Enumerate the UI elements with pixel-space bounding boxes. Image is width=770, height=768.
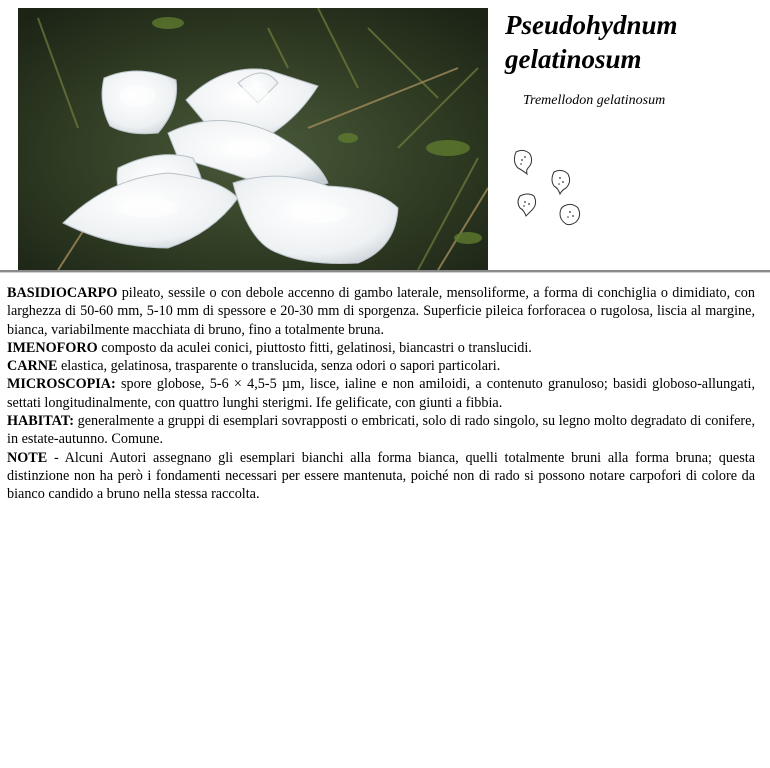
description — [7, 284, 755, 504]
section-text: pileato, sessile o con debole accenno di gambo laterale, mensoliforme, a forma di conchiglia o dimidiato, con larghezza di 50-60 mm, 5-10 mm di spessore e 20-30 mm di sporgenza. Superficie pileica forforacea o rugolosa, liscia al margine, bianca, variabilmente macchiata di bruno, fino a totalmente bruna. — [7, 285, 755, 338]
section-carne — [7, 357, 755, 375]
species-title: Pseudohydnum gelatinosum — [505, 10, 678, 74]
section-heading: BASIDIOCARPO — [7, 285, 118, 301]
section-imenoforo — [7, 339, 755, 357]
spore-3 — [518, 194, 536, 216]
section-heading: NOTE — [7, 449, 48, 466]
section-habitat — [7, 412, 755, 449]
section-text: - Alcuni Autori assegnano gli esemplari bianchi alla forma bianca, quelli totalmente bruni alla forma bruna; questa distinzione non ha però i fondamenti necessari per essere mantenuta, poiché non di rado si possono notare carpofori di colore da bianco candido a bruno nella stessa raccolta. — [7, 449, 755, 503]
section-text: elastica, gelatinosa, trasparente o translucida, senza odori o sapori particolari. — [57, 358, 501, 375]
section-text: composto da aculei conici, piuttosto fitti, gelatinosi, biancastri o translucidi. — [97, 339, 532, 356]
section-microscopia — [7, 375, 755, 412]
spore-drawing-illustration — [510, 146, 590, 232]
mushroom-photo-illustration — [18, 8, 488, 270]
section-heading: IMENOFORO — [7, 339, 98, 356]
section-divider — [0, 270, 770, 273]
section-text: spore globose, 5-6 × 4,5-5 µm, lisce, ialine e non amiloidi, a contenuto granuloso; basidi globoso-allungati, settati longitudinalmente, con quattro lunghi sterigmi. Ife gelificate, con giunti a fibbia. — [7, 376, 755, 411]
spore-2 — [552, 170, 570, 194]
section-heading: CARNE — [7, 358, 58, 375]
mushroom-photo — [18, 8, 488, 270]
spore-1 — [514, 150, 531, 174]
spore-drawing — [510, 146, 590, 232]
section-heading: MICROSCOPIA: — [7, 376, 116, 393]
section-basidiocarpo — [7, 284, 755, 339]
section-heading: HABITAT: — [7, 413, 74, 430]
species-synonym: Tremellodon gelatinosum — [523, 93, 666, 108]
section-note — [7, 449, 755, 504]
spore-4 — [560, 204, 580, 224]
section-text: generalmente a gruppi di esemplari sovrapposti o embricati, solo di rado singolo, su legno molto degradato di conifere, in estate-autunno. Comune. — [7, 413, 755, 448]
